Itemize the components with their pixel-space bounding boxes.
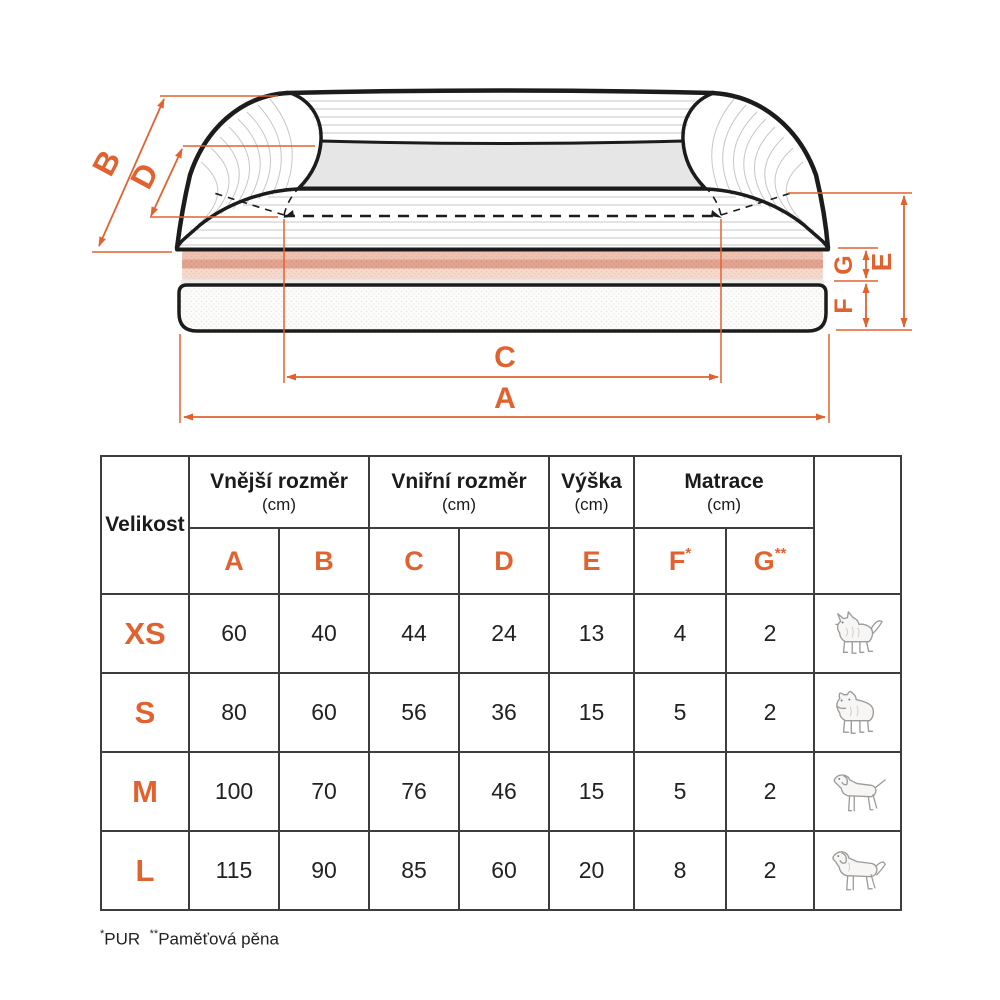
cell-m-d: 46 xyxy=(459,752,549,831)
cell-l-a: 115 xyxy=(189,831,279,910)
column-letter-e: E xyxy=(549,528,634,594)
dimension-label-c: C xyxy=(494,341,516,374)
mattress-title: Matrace xyxy=(684,470,764,494)
french-bulldog-icon xyxy=(814,673,901,752)
cell-s-a: 80 xyxy=(189,673,279,752)
height-unit: (cm) xyxy=(574,494,609,514)
footnote-pur: PUR xyxy=(104,929,141,949)
inner-dimension-unit: (cm) xyxy=(442,494,476,514)
cell-s-e: 15 xyxy=(549,673,634,752)
size-label-m: M xyxy=(101,752,189,831)
table-row-m xyxy=(101,752,901,831)
column-letter-d: D xyxy=(459,528,549,594)
size-column-header: Velikost xyxy=(101,456,189,594)
golden-retriever-icon xyxy=(814,831,901,910)
size-label-l: L xyxy=(101,831,189,910)
mattress-layer-g xyxy=(181,252,824,285)
dog-illustration-column-header xyxy=(814,456,901,594)
size-label-s: S xyxy=(101,673,189,752)
outer-dimension-unit: (cm) xyxy=(262,494,296,514)
cell-l-e: 20 xyxy=(549,831,634,910)
cell-s-d: 36 xyxy=(459,673,549,752)
cell-m-b: 70 xyxy=(279,752,369,831)
cell-m-f: 5 xyxy=(634,752,726,831)
left-bolster-hatch xyxy=(198,99,292,225)
cell-s-f: 5 xyxy=(634,673,726,752)
cell-xs-g: 2 xyxy=(726,594,814,673)
dimension-label-e: E xyxy=(866,252,897,272)
table-row-l xyxy=(101,831,901,910)
yorkshire-terrier-icon xyxy=(814,594,901,673)
cell-l-g: 2 xyxy=(726,831,814,910)
outer-dimension-header xyxy=(189,456,369,528)
height-header xyxy=(549,456,634,528)
column-letter-b: B xyxy=(279,528,369,594)
cell-xs-d: 24 xyxy=(459,594,549,673)
column-letter-a: A xyxy=(189,528,279,594)
right-bolster-hatch xyxy=(712,99,806,225)
cell-l-c: 85 xyxy=(369,831,459,910)
cell-s-b: 60 xyxy=(279,673,369,752)
cell-s-c: 56 xyxy=(369,673,459,752)
cell-xs-a: 60 xyxy=(189,594,279,673)
cell-m-g: 2 xyxy=(726,752,814,831)
bed-dimension-diagram xyxy=(0,0,1000,450)
footnote-star-pur: * xyxy=(100,928,105,940)
dimension-label-g: G xyxy=(830,255,858,275)
column-letter-c: C xyxy=(369,528,459,594)
size-chart-table xyxy=(100,455,902,911)
cell-m-c: 76 xyxy=(369,752,459,831)
pointer-dog-icon xyxy=(814,752,901,831)
footnote-star-foam: ** xyxy=(149,928,159,940)
bed-diagram-svg xyxy=(0,0,1000,450)
cell-l-d: 60 xyxy=(459,831,549,910)
dimension-label-b: B xyxy=(84,144,128,182)
cell-s-g: 2 xyxy=(726,673,814,752)
bed-inner-floor xyxy=(299,141,705,188)
column-letter-g: G** xyxy=(726,528,814,594)
back-bolster-stripes xyxy=(303,101,701,133)
cell-m-e: 15 xyxy=(549,752,634,831)
cell-xs-f: 4 xyxy=(634,594,726,673)
cell-l-f: 8 xyxy=(634,831,726,910)
outer-dimension-title: Vnější rozměr xyxy=(210,470,348,494)
mattress-header xyxy=(634,456,814,528)
dimension-label-a: A xyxy=(494,382,516,415)
inner-dimension-title: Vniřní rozměr xyxy=(391,470,527,494)
cell-l-b: 90 xyxy=(279,831,369,910)
cell-xs-b: 40 xyxy=(279,594,369,673)
size-label-xs: XS xyxy=(101,594,189,673)
dimension-label-f: F xyxy=(830,298,858,314)
mattress-layer-f xyxy=(179,285,826,331)
table-row-s xyxy=(101,673,901,752)
cell-xs-c: 44 xyxy=(369,594,459,673)
front-rim-stripes xyxy=(179,197,825,245)
inner-dimension-header xyxy=(369,456,549,528)
cell-xs-e: 13 xyxy=(549,594,634,673)
cell-m-a: 100 xyxy=(189,752,279,831)
column-letter-f: F* xyxy=(634,528,726,594)
mattress-unit: (cm) xyxy=(707,494,742,514)
footnote xyxy=(100,929,279,950)
dimension-label-d: D xyxy=(122,157,166,195)
table-row-xs xyxy=(101,594,901,673)
height-title: Výška xyxy=(561,470,622,494)
footnote-foam: Paměťová pěna xyxy=(158,929,279,949)
hidden-inner-edge xyxy=(214,189,791,218)
